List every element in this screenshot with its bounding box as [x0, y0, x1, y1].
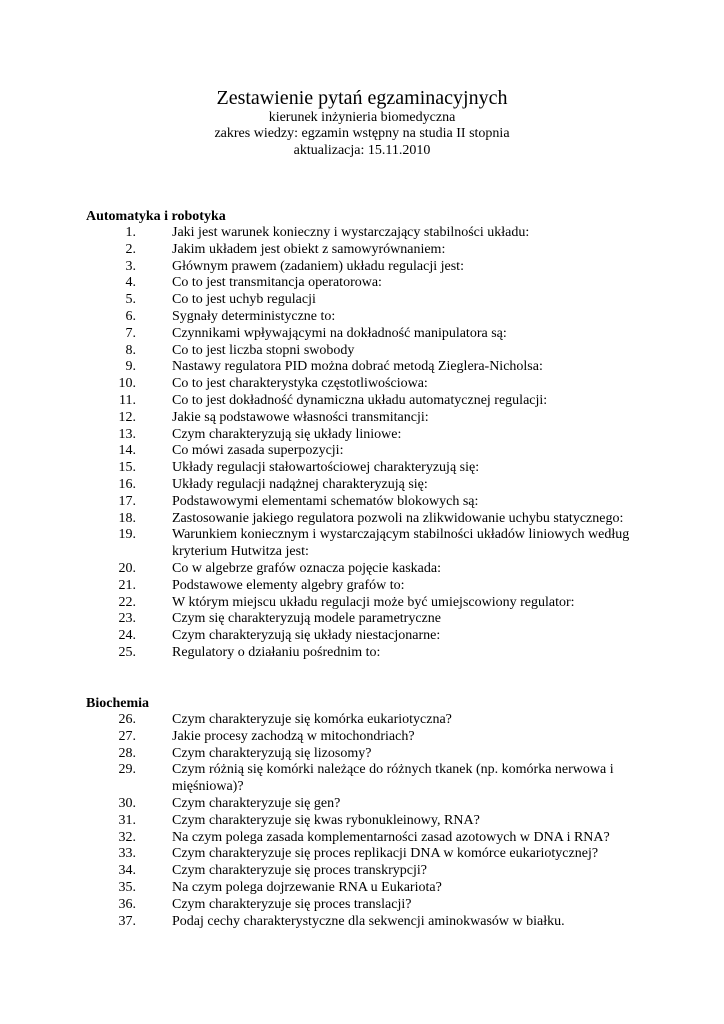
question-number: 11.: [119, 392, 136, 408]
question-number: 25.: [118, 644, 136, 660]
question-text: Zastosowanie jakiego regulatora pozwoli na zlikwidowanie uchybu statycznego:: [172, 510, 624, 526]
question-text: Co to jest transmitancja operatorowa:: [172, 275, 382, 291]
question-item: [86, 443, 646, 460]
question-number: 3.: [125, 258, 136, 274]
question-number: 14.: [118, 443, 136, 459]
update-date: aktualizacja: 15.11.2010: [293, 142, 431, 158]
question-item: [86, 712, 646, 729]
question-number: 29.: [118, 762, 136, 778]
question-text: Jakie procesy zachodzą w mitochondriach?: [172, 728, 415, 744]
question-text: Czynnikami wpływającymi na dokładność manipulatora są:: [172, 325, 507, 341]
question-item: [86, 813, 646, 830]
question-number: 30.: [118, 795, 136, 811]
question-text: Głównym prawem (zadaniem) układu regulacji jest:: [172, 258, 464, 274]
question-number: 31.: [118, 812, 136, 828]
question-number: 23.: [118, 611, 136, 627]
question-item: [86, 275, 646, 292]
question-item: [86, 746, 646, 763]
document-title: Zestawienie pytań egzaminacyjnych: [216, 87, 508, 109]
question-text: Na czym polega zasada komplementarności zasad azotowych w DNA i RNA?: [172, 829, 610, 845]
question-text: Czym charakteryzują się układy liniowe:: [172, 426, 402, 442]
question-text: Czym charakteryzuje się komórka eukariotyczna?: [172, 712, 452, 727]
question-text: Warunkiem koniecznym i wystarczającym stabilności układów liniowych według kryterium Hutwitza jest:: [172, 527, 630, 560]
scope-of-knowledge: zakres wiedzy: egzamin wstępny na studia II stopnia: [214, 126, 510, 142]
question-text: Na czym polega dojrzewanie RNA u Eukariota?: [172, 879, 442, 895]
question-item: [86, 225, 646, 242]
question-item: [86, 309, 646, 326]
question-number: 17.: [118, 493, 136, 509]
question-number: 36.: [118, 896, 136, 912]
question-item: [86, 376, 646, 393]
question-text: Czym charakteryzują się układy niestacjonarne:: [172, 628, 441, 644]
question-number: 6.: [125, 308, 136, 324]
question-text: Układy regulacji stałowartościowej charakteryzują się:: [172, 460, 480, 476]
question-item: [86, 477, 646, 494]
question-item: [86, 343, 646, 360]
question-number: 34.: [118, 863, 136, 879]
field-of-study: kierunek inżynieria biomedyczna: [268, 110, 456, 125]
question-number: 33.: [118, 846, 136, 862]
question-text: Czym charakteryzuje się proces replikacji DNA w komórce eukariotycznej?: [172, 846, 599, 862]
question-item: [86, 242, 646, 259]
question-text: Nastawy regulatora PID można dobrać metodą Zieglera-Nicholsa:: [172, 359, 543, 375]
question-number: 28.: [118, 745, 136, 761]
question-number: 37.: [118, 913, 136, 929]
question-text: Czym charakteryzuje się gen?: [172, 795, 341, 811]
question-number: 22.: [118, 594, 136, 610]
section-title: Biochemia: [86, 696, 149, 711]
question-item: [86, 259, 646, 276]
question-text: Układy regulacji nadążnej charakteryzują się:: [172, 476, 428, 492]
question-text: W którym miejscu układu regulacji może być umiejscowiony regulator:: [172, 594, 575, 610]
question-number: 15.: [118, 460, 136, 476]
question-item: [86, 729, 646, 746]
question-text: Regulatory o działaniu pośrednim to:: [172, 644, 381, 660]
question-item: [86, 359, 646, 376]
question-item: [86, 611, 646, 628]
question-item: [86, 460, 646, 477]
question-number: 19.: [118, 527, 136, 543]
question-number: 32.: [118, 829, 136, 845]
question-item: [86, 595, 646, 612]
question-item: [86, 494, 646, 511]
question-number: 20.: [118, 560, 136, 576]
question-text: Czym różnią się komórki należące do różnych tkanek (np. komórka nerwowa i mięśniowa)?: [172, 762, 614, 795]
question-text: Co to jest charakterystyka częstotliwościowa:: [172, 376, 428, 392]
question-item: [86, 846, 646, 863]
question-item: [86, 292, 646, 309]
question-number: 1.: [125, 225, 136, 240]
question-text: Jakim układem jest obiekt z samowyrównaniem:: [172, 241, 446, 257]
question-item: [86, 410, 646, 427]
question-item: [86, 561, 646, 578]
question-number: 24.: [118, 628, 136, 644]
question-item: [86, 914, 646, 931]
section-2: [86, 695, 646, 930]
question-item: [86, 645, 646, 662]
question-text: Co to jest uchyb regulacji: [172, 292, 316, 308]
question-item: [86, 628, 646, 645]
document-header: [0, 86, 724, 159]
question-number: 18.: [118, 510, 136, 526]
question-item: [86, 863, 646, 880]
question-number: 12.: [118, 409, 136, 425]
question-text: Co to jest liczba stopni swobody: [172, 342, 355, 358]
question-item: [86, 578, 646, 595]
question-text: Czym charakteryzuje się kwas rybonukleinowy, RNA?: [172, 812, 480, 828]
question-text: Sygnały deterministyczne to:: [172, 308, 336, 324]
question-number: 4.: [125, 275, 136, 291]
question-text: Jakie są podstawowe własności transmitancji:: [172, 409, 429, 425]
question-text: Co to jest dokładność dynamiczna układu automatycznej regulacji:: [172, 392, 548, 408]
question-text: Co w algebrze grafów oznacza pojęcie kaskada:: [172, 560, 441, 576]
question-number: 16.: [118, 476, 136, 492]
question-text: Czym charakteryzuje się proces translacji?: [172, 896, 412, 912]
question-item: [86, 830, 646, 847]
question-text: Czym charakteryzują się lizosomy?: [172, 745, 372, 761]
question-item: [86, 427, 646, 444]
question-item: [86, 511, 646, 528]
question-item: [86, 762, 646, 796]
question-text: Podstawowe elementy algebry grafów to:: [172, 577, 405, 593]
question-number: 26.: [118, 712, 136, 727]
question-number: 9.: [125, 359, 136, 375]
question-number: 21.: [118, 577, 136, 593]
question-item: [86, 393, 646, 410]
question-number: 8.: [125, 342, 136, 358]
section-title: Automatyka i robotyka: [86, 209, 226, 224]
question-item: [86, 880, 646, 897]
question-number: 10.: [118, 376, 136, 392]
question-text: Jaki jest warunek konieczny i wystarczający stabilności układu:: [172, 225, 530, 240]
question-text: Podstawowymi elementami schematów blokowych są:: [172, 493, 479, 509]
question-item: [86, 796, 646, 813]
question-item: [86, 527, 646, 561]
question-text: Czym charakteryzuje się proces transkrypcji?: [172, 863, 428, 879]
question-text: Podaj cechy charakterystyczne dla sekwencji aminokwasów w białku.: [172, 913, 565, 929]
question-number: 7.: [125, 325, 136, 341]
question-item: [86, 326, 646, 343]
question-number: 13.: [118, 426, 136, 442]
question-text: Czym się charakteryzują modele parametryczne: [172, 611, 441, 627]
question-number: 2.: [125, 241, 136, 257]
question-item: [86, 897, 646, 914]
section-1: [86, 208, 646, 662]
question-number: 27.: [118, 728, 136, 744]
question-number: 35.: [118, 879, 136, 895]
question-number: 5.: [125, 292, 136, 308]
question-text: Co mówi zasada superpozycji:: [172, 443, 344, 459]
